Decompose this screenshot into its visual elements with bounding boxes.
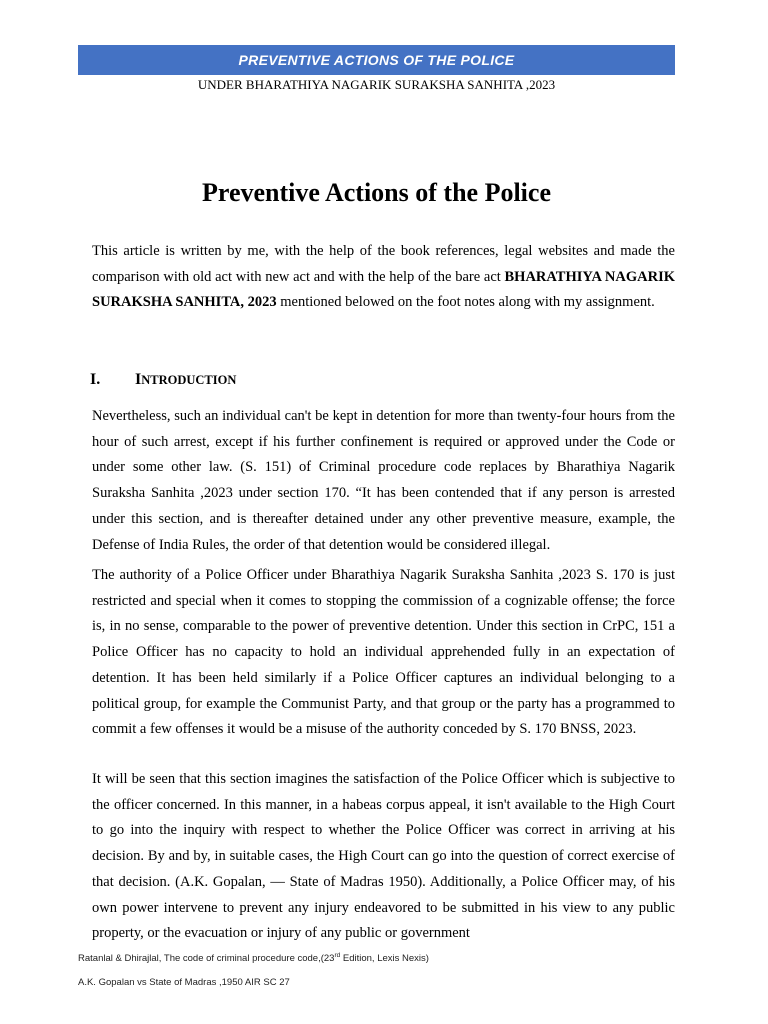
page-title: Preventive Actions of the Police	[202, 178, 551, 207]
section-number: I.	[90, 371, 101, 388]
section-heading	[90, 368, 236, 392]
footnote-1-text: Ratanlal & Dhirajlal, The code of criminal procedure code,(23	[78, 953, 335, 965]
intro-text-part1: This article is written by me, with the help of the book references, legal websites and made the comparison with old act with new act and with the help of the bare act	[92, 243, 675, 285]
body-paragraph-3: It will be seen that this section imagines the satisfaction of the Police Officer which is subjective to the officer concerned. In this manner, in a habeas corpus appeal, it isn't available to the High Court to go into the inquiry with respect to whether the Police Officer was correct in arriving at his decision. By and by, in suitable cases, the High Court can go into the question of correct exercise of that decision. (A.K. Gopalan, — State of Madras 1950). Additionally, a Police Officer may, of his own power intervene to prevent any injury endeavored to be submitted in his view to any public property, or the evacuation or injury of any public or government	[92, 771, 675, 942]
footnote-1-superscript: rd	[334, 952, 341, 959]
header-banner: PREVENTIVE ACTIONS OF THE POLICE	[78, 45, 675, 75]
intro-text-part2: mentioned belowed on the foot notes along with my assignment.	[276, 294, 655, 311]
section-title-rest: NTRODUCTION	[141, 373, 237, 387]
footnote-2: A.K. Gopalan vs State of Madras ,1950 AIR SC 27	[78, 977, 290, 988]
body-paragraph-2: The authority of a Police Officer under Bharathiya Nagarik Suraksha Sanhita ,2023 S. 170 is just restricted and special when it comes to stopping the commission of a cognizable offense; the force is, in no sense, comparable to the power of preventive detention. Under this section in CrPC, 151 a Police Officer has no capacity to hold an individual apprehended fully in an expectation of detention. It has been held similarly if a Police Officer captures an individual belonging to a political group, for example the Communist Party, and that group or the party has a programmed to commit a few offenses it would be a misuse of the authority conceded by S. 170 BNSS, 2023.	[92, 567, 675, 738]
header-subtitle: UNDER BHARATHIYA NAGARIK SURAKSHA SANHITA ,2023	[197, 77, 556, 92]
intro-paragraph	[92, 239, 675, 316]
section-title-initial: I	[135, 371, 142, 388]
footnote-1-text-end: Edition, Lexis Nexis)	[340, 953, 429, 965]
body-paragraph-1: Nevertheless, such an individual can't be kept in detention for more than twenty-four hours from the hour of such arrest, except if his further confinement is required or approved under the Code or under some other law. (S. 151) of Criminal procedure code replaces by Bharathiya Nagarik Suraksha Sanhita ,2023 under section 170. “It has been contended that if any person is arrested under this section, and is thereafter detained under any other preventive measure, example, the Defense of India Rules, the order of that detention would be considered illegal.	[92, 408, 675, 553]
intro-bold-act-name: BHARATHIYA NAGARIK SURAKSHA SANHITA, 2023	[92, 268, 675, 311]
footnote-1	[78, 950, 429, 965]
